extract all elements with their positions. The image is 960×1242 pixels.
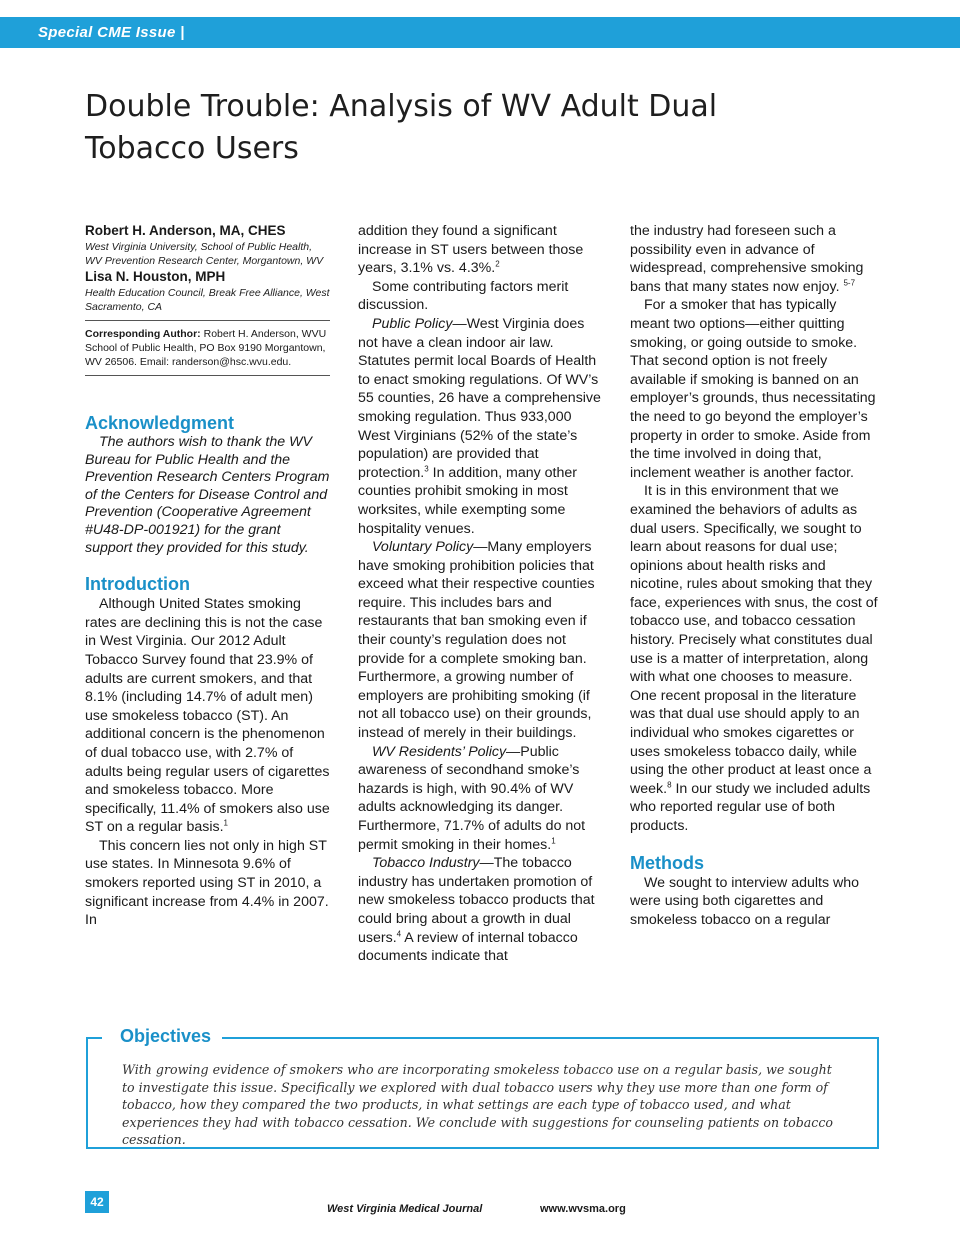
corresponding-text: Robert H. Anderson, WVU School of Public Health, PO Box 9190 Morgantown, WV 26506. Email: randerson@hsc.wvu.edu. (85, 328, 327, 368)
column-3 (630, 222, 878, 929)
column-2 (358, 222, 606, 966)
divider (85, 320, 330, 321)
body-text: addition they found a significant increase in ST users between those years, 3.1% vs. 4.3%. (358, 223, 584, 277)
reference: 2 (495, 259, 500, 269)
article-title: Double Trouble: Analysis of WV Adult Dual Tobacco Users (85, 89, 718, 166)
journal-url: www.wvsma.org (540, 1203, 626, 1215)
run-in-heading: Voluntary Policy (372, 539, 474, 556)
body-text: —The tobacco industry has undertaken promotion of new smokeless tobacco products that could bring about a growth in dual users. (358, 855, 595, 946)
header-banner (0, 17, 960, 48)
run-in-heading: WV Residents’ Policy (372, 743, 507, 760)
body-text: —Public awareness of secondhand smoke’s hazards is high, with 90.4% of WV adults acknowledging its danger. Furthermore, 71.7% of adults do not permit smoking in their homes. (358, 743, 586, 853)
author-affiliation: West Virginia University, School of Public Health, WV Prevention Research Center, Morgantown, WV (85, 241, 324, 267)
body-text: —West Virginia does not have a clean indoor air law. Statutes permit local Boards of Health to enact smoking regulations. Of WV’s 55 counties, 26 have a comprehensive smoking regulation. Thus 933,000 West Virginians (52% of the state’s population) are provided that protection. (358, 315, 601, 481)
introduction-text: Although United States smoking rates are declining this is not the case in West Virginia. Our 2012 Adult Tobacco Survey found that 23.9% of adults are current smokers, and that 8.1% (including 14.7% of adult men) use smokeless tobacco (ST). An additional concern is the phenomenon of dual tobacco use, with 2.7% of adults being regular users of cigarettes and smokeless tobacco. More specifically, 11.4% of smokers also use ST on a regular basis. (85, 596, 330, 836)
run-in-heading: Tobacco Industry (372, 855, 480, 872)
run-in-heading: Public Policy (372, 315, 453, 332)
reference: 5-7 (843, 278, 856, 288)
body-text: In addition, many other counties prohibit smoking in most worksites, while exempting some hospitality venues. (358, 464, 577, 537)
body-paragraph (630, 482, 878, 835)
methods-paragraph: We sought to interview adults who were using both cigarettes and smokeless tobacco on a regular (630, 874, 860, 928)
voluntary-policy-paragraph (358, 538, 606, 743)
author-name: Robert H. Anderson, MA, CHES (85, 223, 286, 238)
introduction-paragraph (85, 595, 330, 837)
body-text: In our study we included adults who reported regular use of both products. (630, 780, 871, 834)
introduction-heading: Introduction (85, 574, 190, 595)
public-policy-paragraph (358, 315, 606, 538)
corresponding-label: Corresponding Author: (85, 328, 201, 340)
corresponding-author (85, 327, 330, 369)
acknowledgment-text: The authors wish to thank the WV Bureau for Public Health and the Prevention Research Centers Program of the Centers for Disease Control and Prevention (Cooperative Agreement #U48-DP-001921) for the grant support they provided for this study. (85, 434, 330, 556)
banner-label: Special CME Issue | (38, 24, 185, 41)
page-number: 42 (85, 1191, 109, 1213)
body-paragraph (630, 222, 878, 296)
body-paragraph: For a smoker that has typically meant two options—either quitting smoking, or going outside to smoke. That second option is not freely available if smoking is banned on an employer’s grounds, thus necessitating the need to go beyond the employer’s property in order to smoke. Aside from the time involved in doing that, inclement weather is another factor. (630, 297, 876, 481)
tobacco-industry-paragraph (358, 854, 606, 966)
author-name: Lisa N. Houston, MPH (85, 269, 226, 284)
journal-name: West Virginia Medical Journal (327, 1203, 483, 1215)
objectives-box-border (86, 1037, 102, 1039)
body-text: A review of internal tobacco documents indicate that (358, 929, 578, 965)
author-affiliation: Health Education Council, Break Free Alliance, West Sacramento, CA (85, 287, 330, 313)
body-paragraph: Some contributing factors merit discussion. (358, 278, 569, 314)
introduction-paragraph: This concern lies not only in high ST use states. In Minnesota 9.6% of smokers reported using ST in 2010, a significant increase from 4.4% in 2007. In (85, 837, 329, 929)
body-text: the industry had foreseen such a possibility even in advance of widespread, comprehensive smoking bans that many states now enjoy. (630, 223, 864, 295)
reference: 1 (223, 818, 228, 828)
column-1 (85, 222, 330, 930)
objectives-box-border (222, 1037, 877, 1039)
reference: 3 (424, 463, 429, 473)
acknowledgment-heading: Acknowledgment (85, 413, 235, 433)
body-text: It is in this environment that we examined the behaviors of adults as dual users. Specifically, we sought to learn about reasons for dual use; opinions about health risks and nicotine, rules about smoking that they face, experiences with snus, the cost of tobacco use, and tobacco cessation history. Precisely what constitutes dual use is a matter of interpretation, along with what one chooses to measure. One recent proposal in the literature was that dual use should apply to an individual who smokes cigarettes or uses smokeless tobacco daily, while using the other product at least once a week. (630, 483, 878, 797)
body-text: —Many employers have smoking prohibition policies that exceed what their respective counties require. This includes bars and restaurants that ban smoking even if their county’s regulation does not provide for a complete smoking ban. Furthermore, a growing number of employers are prohibiting smoking (if not all tobacco use) on their grounds, instead of merely in their buildings. (358, 539, 595, 742)
reference: 4 (396, 928, 402, 938)
objectives-text: With growing evidence of smokers who are incorporating smokeless tobacco use on a regular basis, we sought to investigate this issue. Specifically we explored with dual tobacco users why they use more than one form of tobacco, how they compared the two products, in what settings are each type of tobacco used, and what experiences they had with tobacco cessation. We conclude with suggestions for counseling patients on tobacco cessation. (122, 1062, 833, 1148)
methods-heading: Methods (630, 852, 704, 873)
objectives-heading: Objectives (120, 1026, 212, 1046)
reference: 1 (551, 835, 556, 845)
residents-policy-paragraph (358, 743, 606, 855)
reference: 8 (667, 780, 672, 790)
divider (85, 375, 330, 376)
body-paragraph (358, 222, 606, 278)
